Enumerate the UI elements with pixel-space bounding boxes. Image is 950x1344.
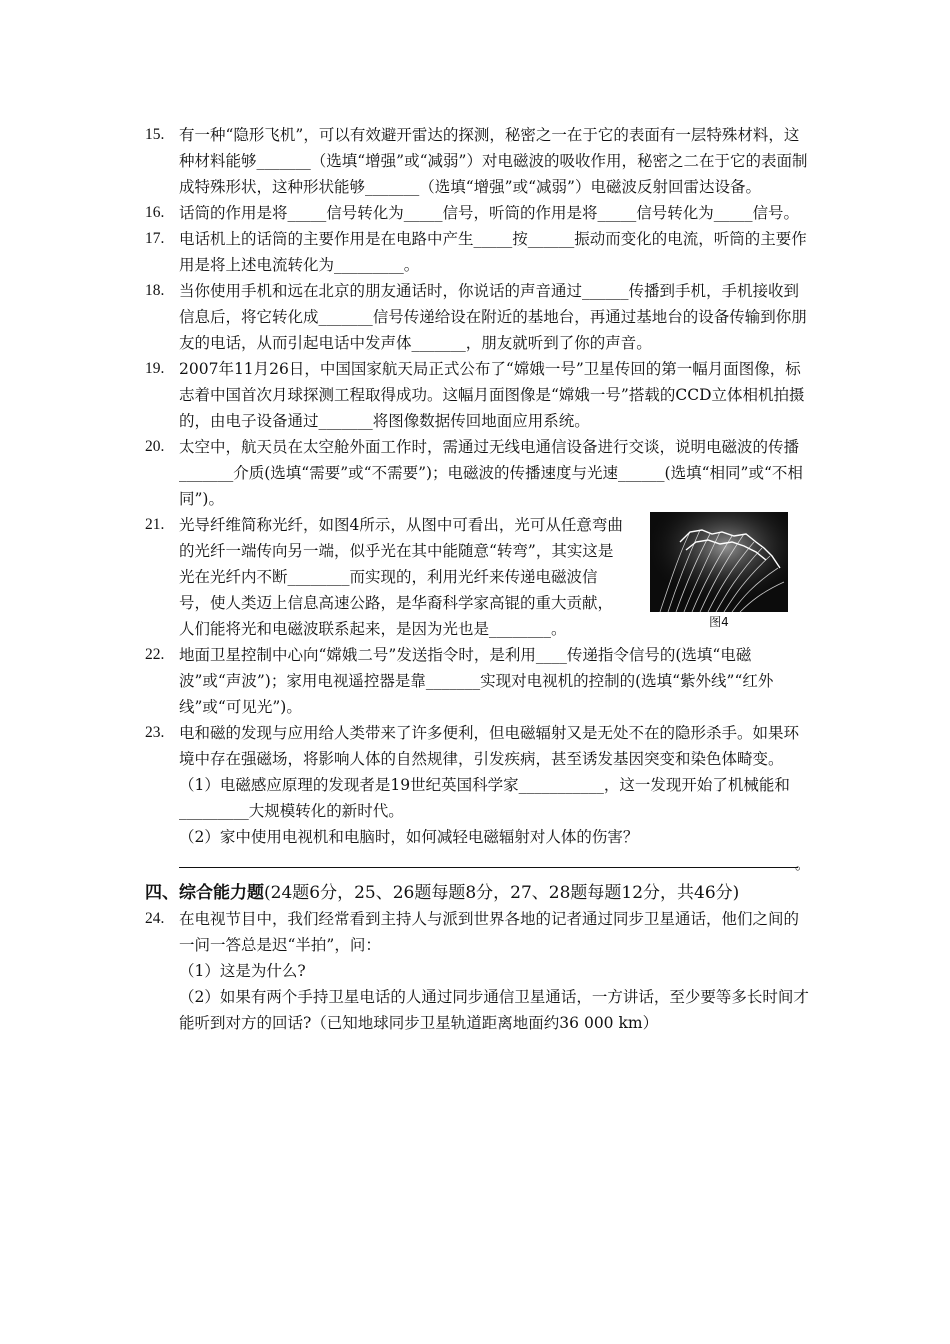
question-19 (145, 356, 810, 434)
question-17 (145, 226, 810, 278)
question-number: 20. (145, 438, 165, 455)
question-24-part-2: （2）如果有两个手持卫星电话的人通过同步通信卫星通话，一方讲话，至少要等多长时间才能听到对方的回话?（已知地球同步卫星轨道距离地面约36 000 km） (179, 988, 809, 1032)
question-number: 24. (145, 910, 165, 927)
question-23-part-2: （2）家中使用电视机和电脑时，如何减轻电磁辐射对人体的伤害？ (179, 828, 639, 846)
question-23-part-1: （1）电磁感应原理的发现者是19世纪英国科学家___________，这一发现开始了机械能和_________大规模转化的新时代。 (179, 776, 790, 820)
answer-line[interactable] (179, 854, 810, 873)
question-text: 电和磁的发现与应用给人类带来了许多便利，但电磁辐射又是无处不在的隐形杀手。如果环境中存在强磁场，将影响人体的自然规律，引发疾病，甚至诱发基因突变和染色体畸变。 (179, 724, 800, 768)
optical-fiber-image (650, 512, 788, 612)
answer-end-mark: 。 (794, 855, 810, 873)
question-16 (145, 200, 810, 226)
figure-4 (650, 512, 788, 630)
question-text: 当你使用手机和远在北京的朋友通话时，你说话的声音通过______传播到手机，手机接收到信息后，将它转化成_______信号传递给设在附近的基地台，再通过基地台的设备传输到你朋友的电话，从而引起电话中发声体_______，朋友就听到了你的声音。 (179, 282, 807, 352)
question-text: 电话机上的话筒的主要作用是在电路中产生_____按______振动而变化的电流，听筒的主要作用是将上述电流转化为_________。 (179, 230, 807, 274)
optical-fiber-illustration (650, 512, 788, 612)
question-23 (145, 720, 810, 772)
question-number: 17. (145, 230, 165, 247)
question-number: 21. (145, 516, 165, 533)
question-24-part-1: （1）这是为什么? (179, 962, 306, 980)
question-text: 光导纤维简称光纤，如图4所示，从图中可看出，光可从任意弯曲的光纤一端传向另一端，似乎光在其中能随意“转弯”，其实这是光在光纤内不断________而实现的，利用光纤来传递电磁波信号，使人类迈上信息高速公路，是华裔科学家高锟的重大贡献，人们能将光和电磁波联系起来，是因为光也是________。 (179, 516, 623, 638)
question-20 (145, 434, 810, 512)
question-text: 太空中，航天员在太空舱外面工作时，需通过无线电通信设备进行交谈，说明电磁波的传播_______介质(选填“需要”或“不需要”)；电磁波的传播速度与光速______(选填“相同”或“不相同”)。 (179, 438, 803, 508)
figure-caption: 图4 (709, 615, 729, 629)
question-number: 19. (145, 360, 165, 377)
question-number: 15. (145, 126, 165, 143)
question-number: 23. (145, 724, 165, 741)
question-24 (145, 906, 810, 958)
question-15 (145, 122, 810, 200)
question-22 (145, 642, 810, 720)
question-21 (145, 512, 810, 642)
answer-underline (179, 867, 798, 868)
question-18 (145, 278, 810, 356)
question-text: 地面卫星控制中心向“嫦娥二号”发送指令时，是利用____传递指令信号的(选填“电磁波”或“声波”)；家用电视遥控器是靠_______实现对电视机的控制的(选填“紫外线”“红外线”或“可见光”)。 (179, 646, 774, 716)
question-text: 2007年11月26日，中国国家航天局正式公布了“嫦娥一号”卫星传回的第一幅月面图像，标志着中国首次月球探测工程取得成功。这幅月面图像是“嫦娥一号”搭载的CCD立体相机拍摄的，由电子设备通过_______将图像数据传回地面应用系统。 (179, 360, 805, 430)
question-number: 18. (145, 282, 165, 299)
section-score-note: (24题6分，25、26题每题8分，27、28题每题12分，共46分) (264, 883, 740, 903)
question-number: 22. (145, 646, 165, 663)
question-text: 话筒的作用是将_____信号转化为_____信号，听筒的作用是将_____信号转化为_____信号。 (179, 204, 800, 222)
section-title: 四、综合能力题 (145, 883, 264, 903)
section-4-heading (145, 880, 810, 906)
question-number: 16. (145, 204, 165, 221)
question-text: 有一种“隐形飞机”，可以有效避开雷达的探测，秘密之一在于它的表面有一层特殊材料，这种材料能够_______（选填“增强”或“减弱”）对电磁波的吸收作用，秘密之二在于它的表面制成特殊形状，这种形状能够_______（选填“增强”或“减弱”）电磁波反射回雷达设备。 (179, 126, 808, 196)
worksheet-page (145, 122, 810, 1036)
question-text: 在电视节目中，我们经常看到主持人与派到世界各地的记者通过同步卫星通话，他们之间的一问一答总是迟“半拍”，问： (179, 910, 800, 954)
